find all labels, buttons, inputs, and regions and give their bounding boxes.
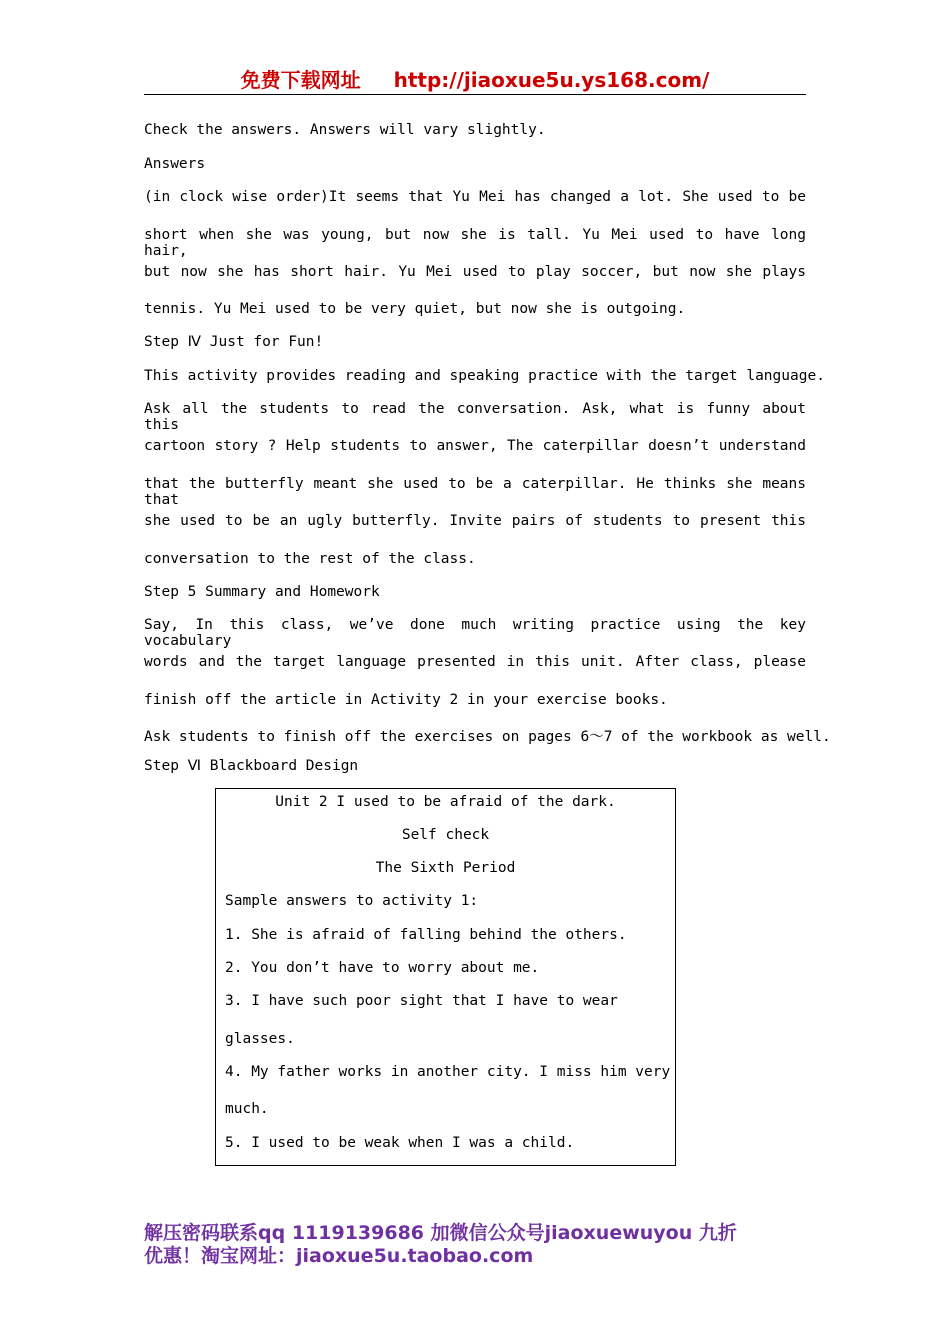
blackboard-design-box: [215, 788, 676, 1166]
paragraph-line: she used to be an ugly butterfly. Invite pairs of students to present this: [144, 513, 806, 529]
paragraph-line: words and the target language presented in this unit. After class, please: [144, 654, 806, 670]
blackboard-answer: 4. My father works in another city. I miss him very: [225, 1064, 671, 1080]
header-url-link[interactable]: http://jiaoxue5u.ys168.com/: [393, 68, 710, 92]
blackboard-subtitle: Self check: [401, 827, 490, 843]
step-5-heading: Step 5 Summary and Homework: [144, 584, 380, 600]
paragraph-line: Ask all the students to read the conversation. Ask, what is funny about this: [144, 401, 806, 433]
paragraph-line: short when she was young, but now she is tall. Yu Mei used to have long hair,: [144, 227, 806, 259]
blackboard-intro: Sample answers to activity 1:: [225, 893, 479, 909]
footer-contact-line: 解压密码联系qq 1119139686 加微信公众号jiaoxuewuyou 九折: [144, 1222, 737, 1244]
paragraph-line: This activity provides reading and speaking practice with the target language.: [144, 368, 825, 384]
page-header: [144, 66, 806, 95]
blackboard-answer: 3. I have such poor sight that I have to wear: [225, 993, 618, 1009]
step-6-heading: Step Ⅵ Blackboard Design: [144, 758, 359, 774]
paragraph-line: Ask students to finish off the exercises on pages 6～7 of the workbook as well.: [144, 729, 831, 745]
paragraph-line: finish off the article in Activity 2 in your exercise books.: [144, 692, 668, 708]
paragraph-check-answers: Check the answers. Answers will vary slightly.: [144, 122, 546, 138]
blackboard-answer: 1. She is afraid of falling behind the others.: [225, 927, 627, 943]
paragraph-line: Say, In this class, we’ve done much writing practice using the key vocabulary: [144, 617, 806, 649]
blackboard-answer: glasses.: [225, 1031, 295, 1047]
paragraph-line: but now she has short hair. Yu Mei used to play soccer, but now she plays: [144, 264, 806, 280]
blackboard-answer: 5. I used to be weak when I was a child.: [225, 1135, 575, 1151]
blackboard-answer: 2. You don’t have to worry about me.: [225, 960, 540, 976]
header-site-name: 免费下载网址: [240, 68, 361, 92]
paragraph-line: tennis. Yu Mei used to be very quiet, but now she is outgoing.: [144, 301, 686, 317]
paragraph-line: cartoon story ? Help students to answer, The caterpillar doesn’t understand: [144, 438, 806, 454]
step-4-heading: Step Ⅳ Just for Fun!: [144, 334, 324, 350]
paragraph-line: that the butterfly meant she used to be a caterpillar. He thinks she means that: [144, 476, 806, 508]
blackboard-period: The Sixth Period: [375, 860, 516, 876]
paragraph-answers-heading: Answers: [144, 156, 206, 172]
blackboard-answer: much.: [225, 1101, 269, 1117]
footer-shop-line[interactable]: 优惠！淘宝网址：jiaoxue5u.taobao.com: [144, 1245, 534, 1267]
paragraph-line: conversation to the rest of the class.: [144, 551, 476, 567]
blackboard-title: Unit 2 I used to be afraid of the dark.: [275, 794, 616, 810]
paragraph-line: (in clock wise order)It seems that Yu Mei has changed a lot. She used to be: [144, 189, 806, 205]
